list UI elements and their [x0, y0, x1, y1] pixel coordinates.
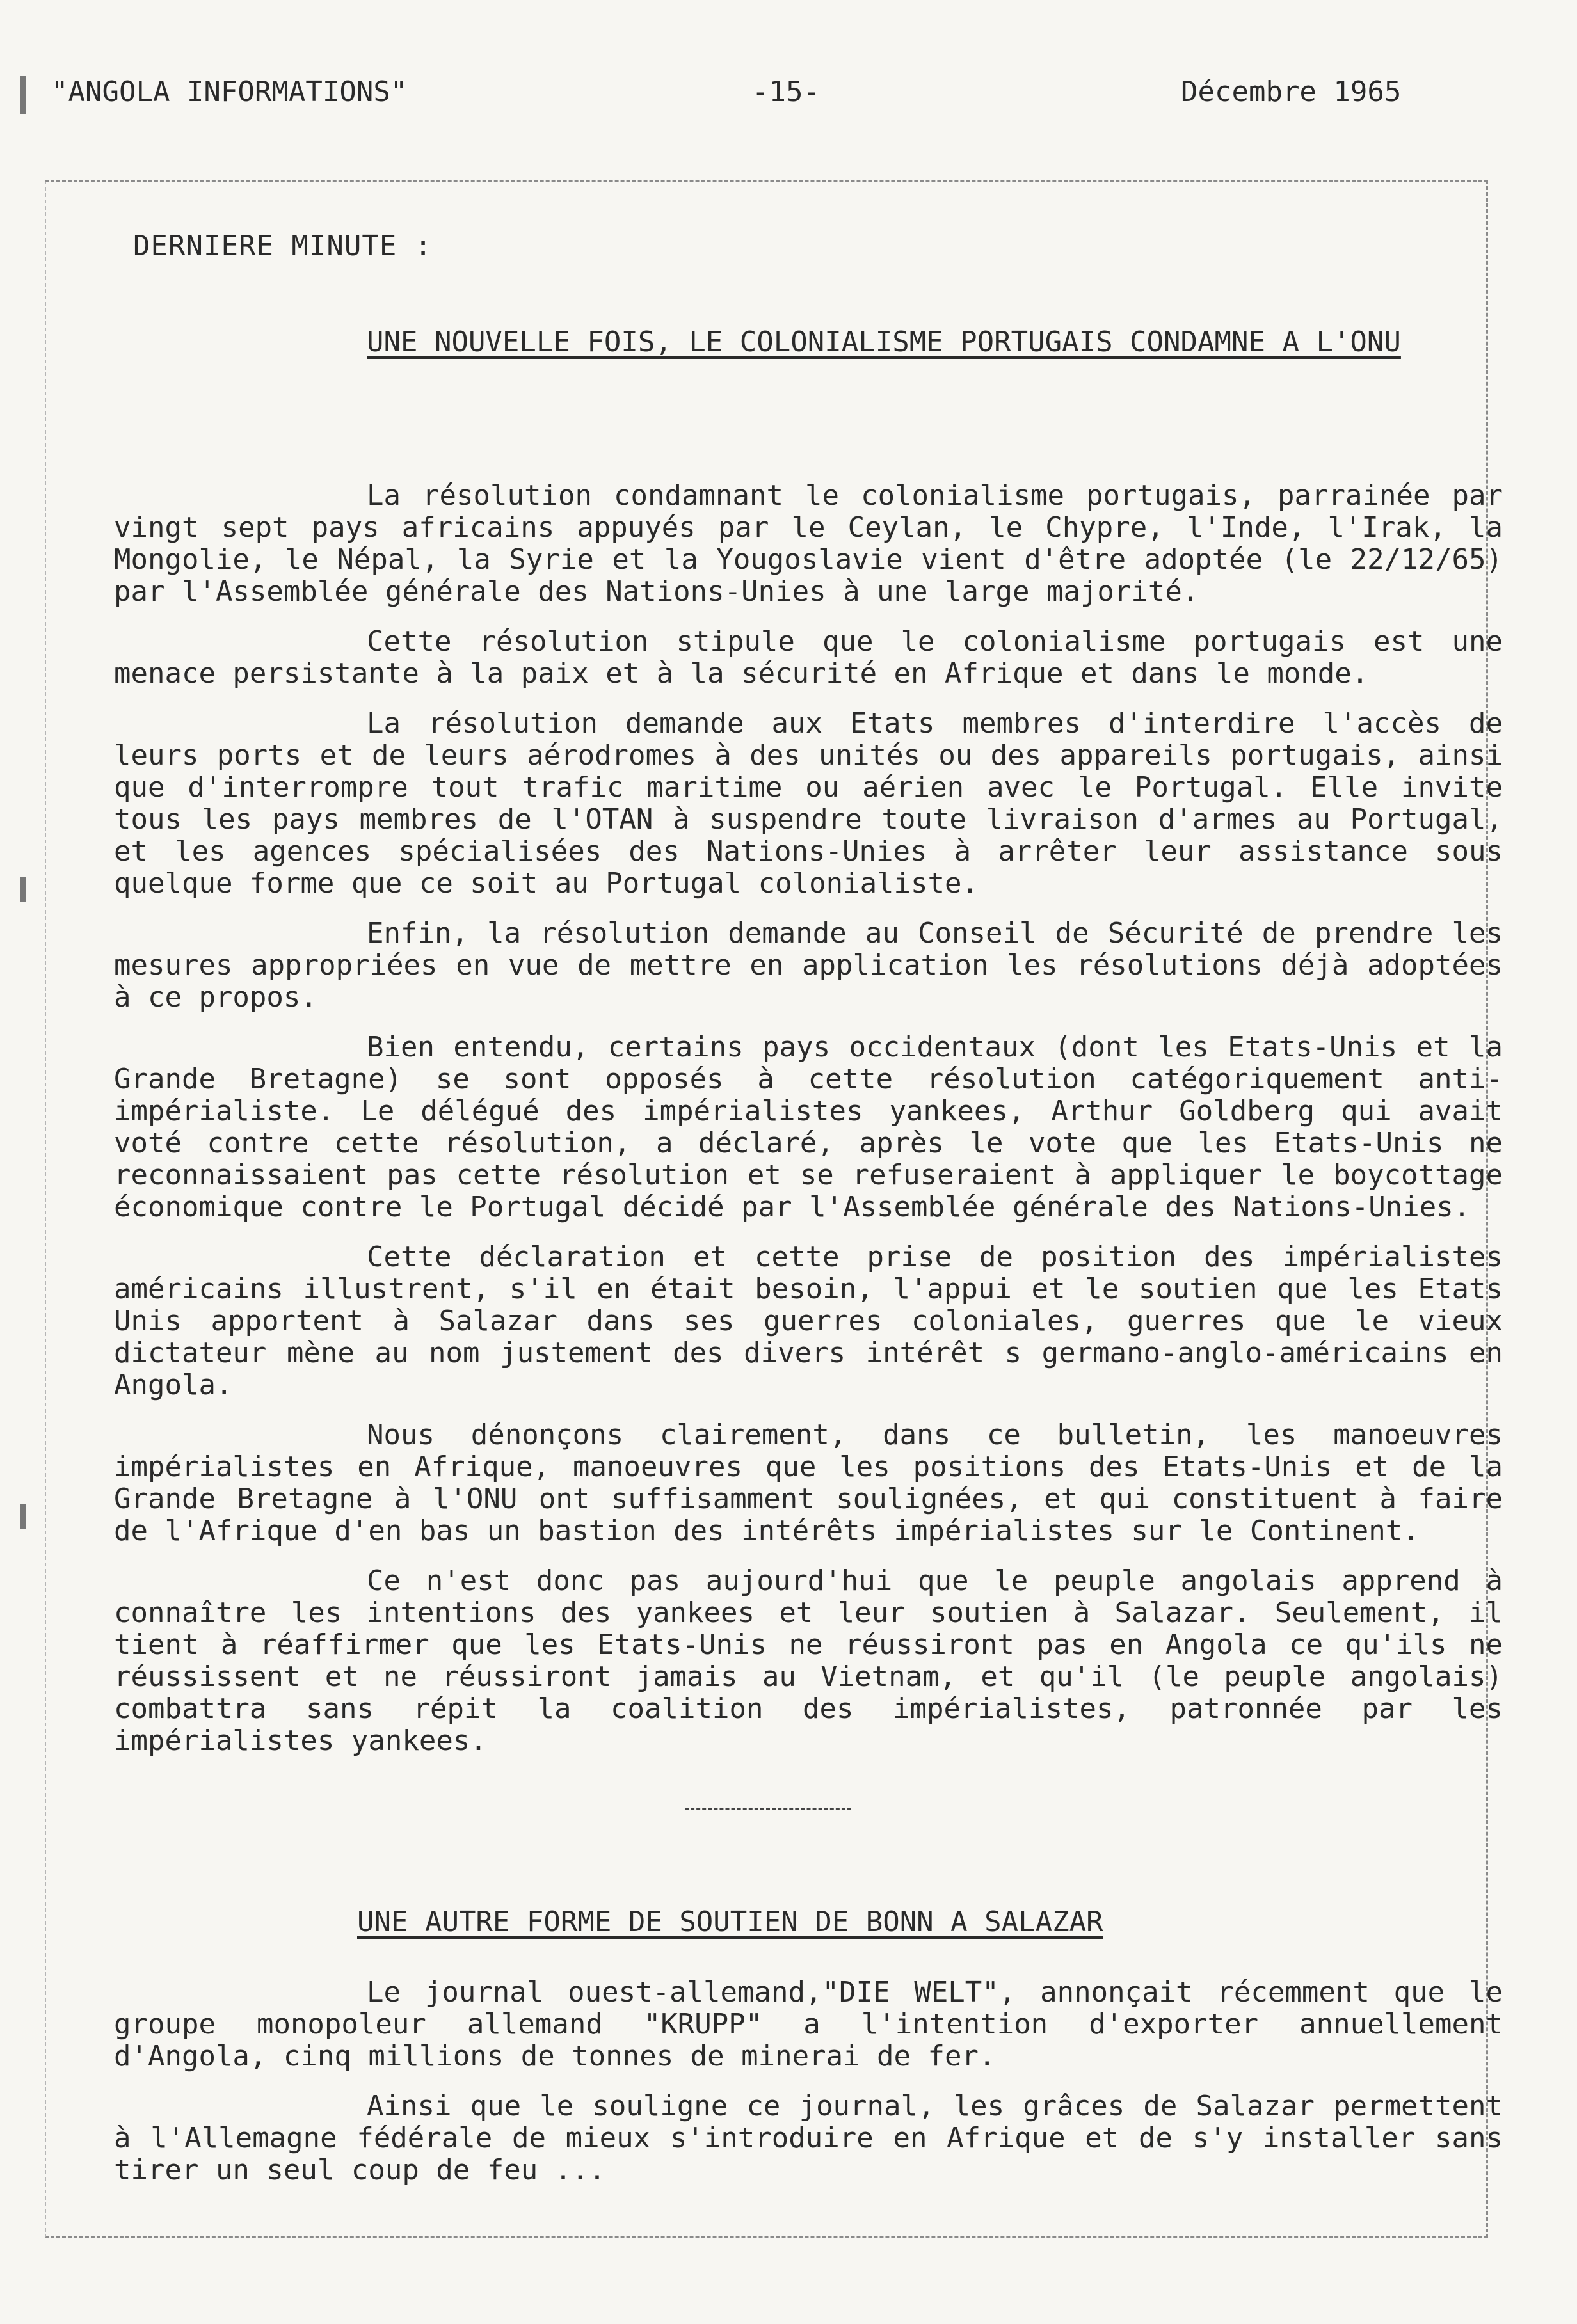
paragraph: Le journal ouest-allemand,"DIE WELT", annonçait récemment que le groupe monopoleur allemand "KRUPP" a l'intention d'exporter annuellement d'Angola, cinq millions de tonnes de minerai de fer.: [114, 1976, 1503, 2073]
margin-ink-mark: [20, 877, 26, 902]
page-header: [0, 76, 1577, 120]
paragraph: Enfin, la résolution demande au Conseil de Sécurité de prendre les mesures appropriées en vue de mettre en application les résolutions déjà adoptées à ce propos.: [114, 917, 1503, 1014]
paragraph: Cette résolution stipule que le colonialisme portugais est une menace persistante à la paix et à la sécurité en Afrique et dans le monde.: [114, 625, 1503, 690]
document-body: [114, 230, 1503, 2204]
publication-date: Décembre 1965: [1181, 76, 1402, 108]
article-title: UNE AUTRE FORME DE SOUTIEN DE BONN A SALAZAR: [357, 1906, 1103, 1938]
margin-ink-mark: [20, 1504, 26, 1529]
paragraph: Ce n'est donc pas aujourd'hui que le peuple angolais apprend à connaître les intentions des yankees et leur soutien à Salazar. Seulement, il tient à réaffirmer que les Etats-Unis ne réussiront pas en Angola ce qu'ils ne réussissent et ne réussiront jamais au Vietnam, et qu'il (le peuple angolais) combattra sans répit la coalition des impérialistes, patronnée par les impérialistes yankees.: [114, 1564, 1503, 1757]
paragraph: La résolution condamnant le colonialisme portugais, parrainée par vingt sept pays africains appuyés par le Ceylan, le Chypre, l'Inde, l'Irak, la Mongolie, le Népal, la Syrie et la Yougoslavie vient d'être adoptée (le 22/12/65) par l'Assemblée générale des Nations-Unies à une large majorité.: [114, 479, 1503, 608]
page-number: -15-: [752, 76, 820, 108]
publication-title: "ANGOLA INFORMATIONS": [51, 76, 408, 108]
section-separator: [685, 1808, 851, 1810]
section-label: DERNIERE MINUTE :: [133, 230, 433, 262]
article-title: UNE NOUVELLE FOIS, LE COLONIALISME PORTUGAIS CONDAMNE A L'ONU: [367, 326, 1401, 358]
paragraph: Bien entendu, certains pays occidentaux (dont les Etats-Unis et la Grande Bretagne) se sont opposés à cette résolution catégoriquement anti-impérialiste. Le délégué des impérialistes yankees, Arthur Goldberg qui avait voté contre cette résolution, a déclaré, après le vote que les Etats-Unis ne reconnaissaient pas cette résolution et se refuseraient à appliquer le boycottage économique contre le Portugal décidé par l'Assemblée générale des Nations-Unies.: [114, 1031, 1503, 1223]
paragraph: La résolution demande aux Etats membres d'interdire l'accès de leurs ports et de leurs aérodromes à des unités ou des appareils portugais, ainsi que d'interrompre tout trafic maritime ou aérien avec le Portugal. Elle invite tous les pays membres de l'OTAN à suspendre toute livraison d'armes au Portugal, et les agences spécialisées des Nations-Unies à arrêter leur assistance sous quelque forme que ce soit au Portugal colonialiste.: [114, 707, 1503, 900]
paragraph: Ainsi que le souligne ce journal, les grâces de Salazar permettent à l'Allemagne fédérale de mieux s'introduire en Afrique et de s'y installer sans tirer un seul coup de feu ...: [114, 2090, 1503, 2186]
margin-ink-mark: [20, 76, 26, 114]
paragraph: Nous dénonçons clairement, dans ce bulletin, les manoeuvres impérialistes en Afrique, manoeuvres que les positions des Etats-Unis et de la Grande Bretagne à l'ONU ont suffisamment soulignées, et qui constituent à faire de l'Afrique d'en bas un bastion des intérêts impérialistes sur le Continent.: [114, 1419, 1503, 1547]
paragraph: Cette déclaration et cette prise de position des impérialistes américains illustrent, s'il en était besoin, l'appui et le soutien que les Etats Unis apportent à Salazar dans ses guerres coloniales, guerres que le vieux dictateur mène au nom justement des divers intérêt s germano-anglo-américains en Angola.: [114, 1241, 1503, 1401]
